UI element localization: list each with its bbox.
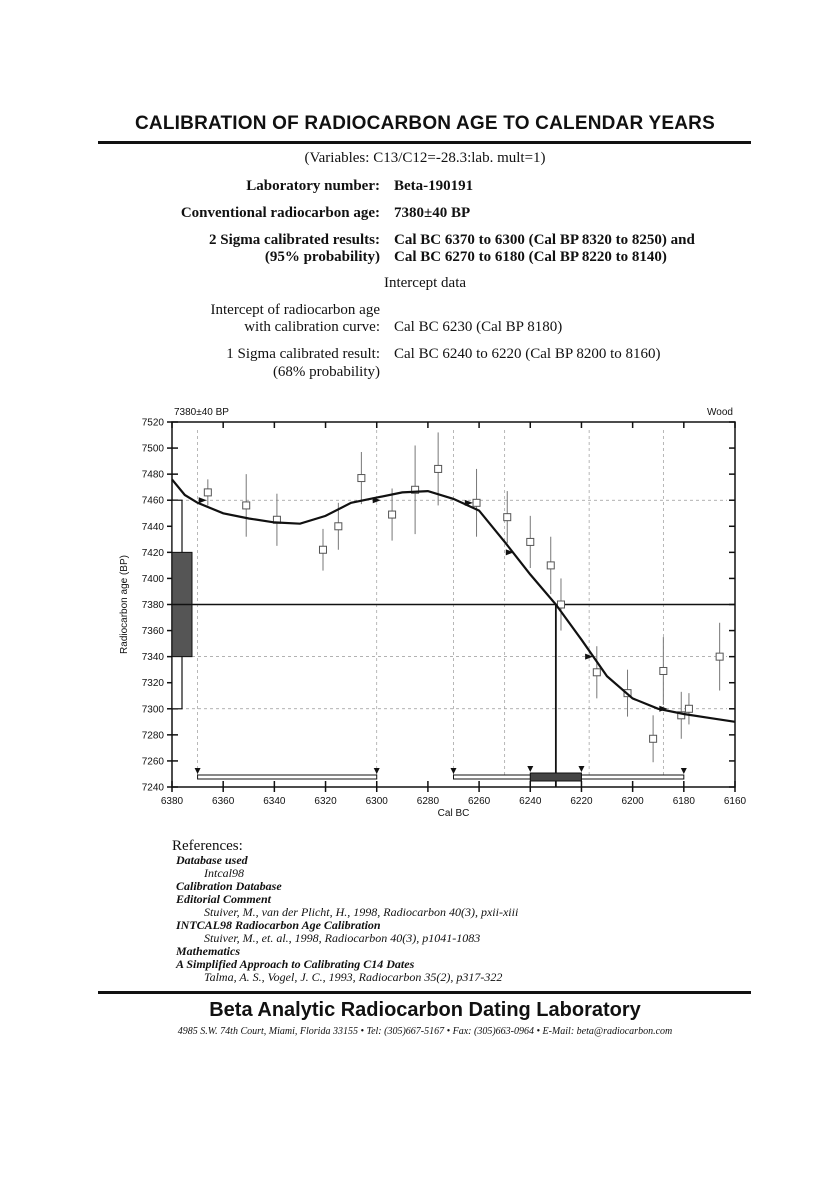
- sigma2-label-line2: (95% probability): [264, 249, 380, 265]
- range-marker: [681, 768, 687, 774]
- y-tick-label: 7380: [141, 600, 164, 611]
- reference-line: Database used: [176, 853, 248, 867]
- y-tick-label: 7300: [141, 704, 164, 716]
- conv-age-value: 7380±40 BP: [394, 205, 471, 221]
- x-tick-label: 6300: [365, 796, 388, 807]
- reference-line: Stuiver, M., van der Plicht, H., 1998, Radiocarbon 40(3), pxii-xiii: [204, 905, 519, 919]
- x-tick-label: 6360: [212, 796, 235, 807]
- top-right-label: Wood: [707, 407, 733, 418]
- x-tick-label: 6200: [621, 796, 644, 807]
- x-tick-label: 6260: [467, 796, 491, 807]
- y-tick-label: 7280: [141, 730, 164, 742]
- sigma1-value: Cal BC 6240 to 6220 (Cal BP 8200 to 8160): [394, 346, 661, 362]
- reference-line: Stuiver, M., et. al., 1998, Radiocarbon 40(3), p1041-1083: [204, 931, 481, 945]
- reference-line: Intcal98: [204, 866, 244, 880]
- data-point: [319, 546, 326, 553]
- y-tick-label: 7340: [141, 652, 164, 664]
- x-tick-label: 6240: [519, 796, 542, 807]
- variables-line: (Variables: C13/C12=-28.3:lab. mult=1): [304, 150, 546, 166]
- data-point: [685, 705, 692, 712]
- y-tick-label: 7420: [141, 547, 164, 559]
- x-tick-label: 6380: [160, 796, 184, 807]
- y-tick-label: 7480: [141, 469, 164, 481]
- x-tick-label: 6220: [570, 796, 593, 807]
- y-tick-label: 7500: [141, 443, 164, 455]
- curve-marker: [199, 497, 207, 503]
- x-tick-label: 6320: [314, 796, 337, 807]
- x-tick-label: 6340: [263, 796, 286, 807]
- conv-age-label: Conventional radiocarbon age:: [180, 205, 380, 221]
- sigma1-label-line1: 1 Sigma calibrated result:: [226, 346, 380, 362]
- intercept-value: Cal BC 6230 (Cal BP 8180): [394, 319, 563, 335]
- data-point: [660, 667, 667, 674]
- data-point: [243, 502, 250, 509]
- lab-number-value: Beta-190191: [394, 178, 474, 194]
- sigma2-label-line1: 2 Sigma calibrated results:: [209, 232, 380, 248]
- data-point: [473, 499, 480, 506]
- range-2sigma: [198, 775, 377, 779]
- x-axis-title: Cal BC: [437, 808, 470, 819]
- range-marker: [451, 768, 457, 774]
- footer-title: Beta Analytic Radiocarbon Dating Laboratory: [209, 999, 641, 1021]
- data-point: [716, 653, 723, 660]
- data-point: [593, 669, 600, 676]
- range-marker: [527, 766, 533, 772]
- range-marker: [195, 768, 201, 774]
- x-tick-label: 6180: [672, 796, 695, 807]
- y-tick-label: 7360: [141, 626, 164, 638]
- references-heading: References:: [172, 838, 243, 854]
- sigma1-label-line2: (68% probability): [272, 364, 380, 380]
- data-point: [389, 511, 396, 518]
- reference-line: A Simplified Approach to Calibrating C14 Dates: [176, 957, 415, 971]
- reference-line: Talma, A. S., Vogel, J. C., 1993, Radiocarbon 35(2), p317-322: [204, 970, 503, 984]
- header-rule: [98, 141, 751, 144]
- y-tick-label: 7260: [141, 756, 164, 768]
- y-axis-title: Radiocarbon age (BP): [119, 555, 130, 654]
- y-tick-label: 7460: [141, 495, 164, 507]
- data-point: [547, 562, 554, 569]
- footer-rule: [98, 991, 751, 994]
- data-point: [527, 538, 534, 545]
- y-tick-label: 7520: [141, 417, 164, 429]
- data-point: [204, 489, 211, 496]
- top-left-label: 7380±40 BP: [174, 407, 229, 418]
- reference-line: Calibration Database: [176, 879, 282, 893]
- range-1sigma: [530, 773, 581, 781]
- y-tick-label: 7320: [141, 678, 164, 690]
- x-tick-label: 6280: [416, 796, 440, 807]
- reference-line: INTCAL98 Radiocarbon Age Calibration: [176, 918, 381, 932]
- intercept-label-line1: Intercept of radiocarbon age: [210, 302, 380, 318]
- lab-number-label: Laboratory number:: [246, 178, 380, 194]
- y-tick-label: 7440: [141, 521, 164, 533]
- sigma2-value-line1: Cal BC 6370 to 6300 (Cal BP 8320 to 8250) and: [394, 232, 695, 248]
- data-point: [358, 475, 365, 482]
- calibration-chart: [110, 398, 750, 833]
- x-tick-label: 6160: [723, 796, 747, 807]
- footer-address: 4985 S.W. 74th Court, Miami, Florida 33155 • Tel: (305)667-5167 • Fax: (305)663-0964 • E-Mail: beta@radiocarbon.com: [177, 1026, 673, 1037]
- intercept-heading: Intercept data: [383, 275, 467, 291]
- references-list: [176, 854, 518, 984]
- y-tick-label: 7240: [141, 782, 164, 794]
- calibration-chart-svg: [110, 398, 750, 828]
- intercept-label-line2: with calibration curve:: [244, 319, 380, 335]
- sigma2-value-line2: Cal BC 6270 to 6180 (Cal BP 8220 to 8140): [394, 249, 667, 265]
- y-tick-label: 7400: [141, 573, 164, 585]
- reference-line: Mathematics: [176, 944, 241, 958]
- reference-line: Editorial Comment: [176, 892, 272, 906]
- range-marker: [374, 768, 380, 774]
- data-point: [335, 523, 342, 530]
- page-title: CALIBRATION OF RADIOCARBON AGE TO CALENDAR YEARS: [135, 113, 715, 134]
- data-point: [650, 735, 657, 742]
- data-point: [435, 465, 442, 472]
- range-marker: [578, 766, 584, 772]
- data-point: [504, 514, 511, 521]
